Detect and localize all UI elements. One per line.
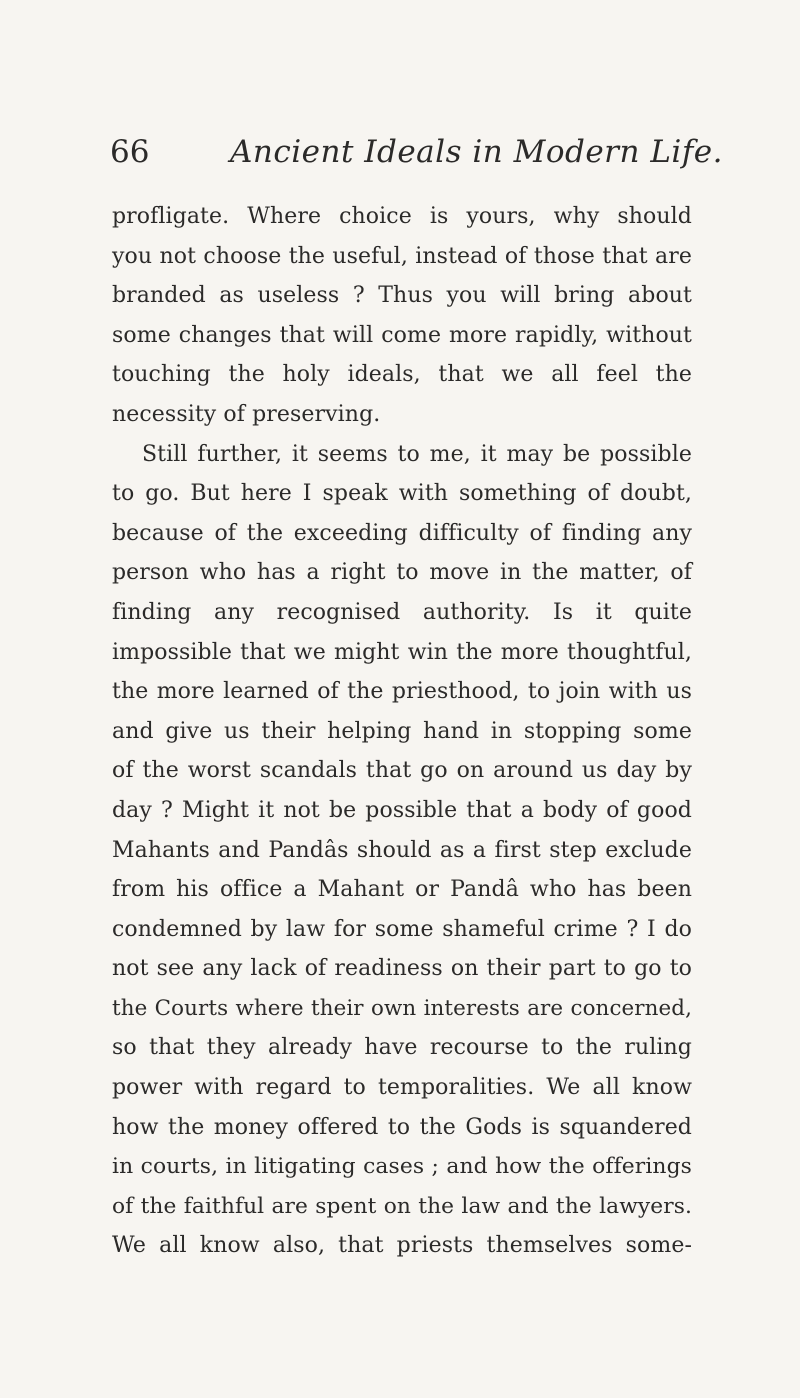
text-line: day ? Might it not be possible that a body of good [112,797,692,823]
text-line: necessity of preserving. [112,401,381,427]
text-line: branded as useless ? Thus you will bring about [112,283,692,309]
text-line: you not choose the useful, instead of those that are [112,243,692,269]
text-line: Mahants and Pandâs should as a first step exclude [112,837,692,863]
text-line: of the worst scandals that go on around us day by [112,758,692,784]
text-line: We all know also, that priests themselves some- [112,1233,692,1259]
text-line: to go. But here I speak with something of doubt, [112,481,692,507]
text-line: condemned by law for some shameful crime ? I do [112,916,692,942]
text-line: and give us their helping hand in stopping some [112,718,692,744]
text-line: impossible that we might win the more thoughtful, [112,639,692,665]
body-text [112,197,692,1266]
text-line: of the faithful are spent on the law and the lawyers. [112,1193,692,1219]
text-line: touching the holy ideals, that we all feel the [112,362,692,388]
text-line: how the money offered to the Gods is squandered [112,1114,692,1140]
text-line: power with regard to temporalities. We all know [112,1075,692,1101]
text-line: in courts, in litigating cases ; and how the offerings [112,1154,692,1180]
text-line: some changes that will come more rapidly, without [112,322,692,348]
text-line: so that they already have recourse to the ruling [112,1035,692,1061]
text-line: profligate. Where choice is yours, why should [112,204,692,229]
text-line: person who has a right to move in the matter, of [112,560,692,586]
text-line: the Courts where their own interests are concerned, [112,995,692,1021]
running-head: Ancient Ideals in Modern Life. [230,134,723,170]
text-line: finding any recognised authority. Is it quite [112,599,692,625]
page-header [110,132,723,182]
text-line: because of the exceeding difficulty of finding any [112,520,692,546]
text-line: from his office a Mahant or Pandâ who has been [112,877,692,903]
text-line: not see any lack of readiness on their part to go to [112,956,692,982]
page-number: 66 [110,134,150,170]
text-line: the more learned of the priesthood, to join with us [112,679,692,705]
text-line: Still further, it seems to me, it may be possible [142,441,692,467]
